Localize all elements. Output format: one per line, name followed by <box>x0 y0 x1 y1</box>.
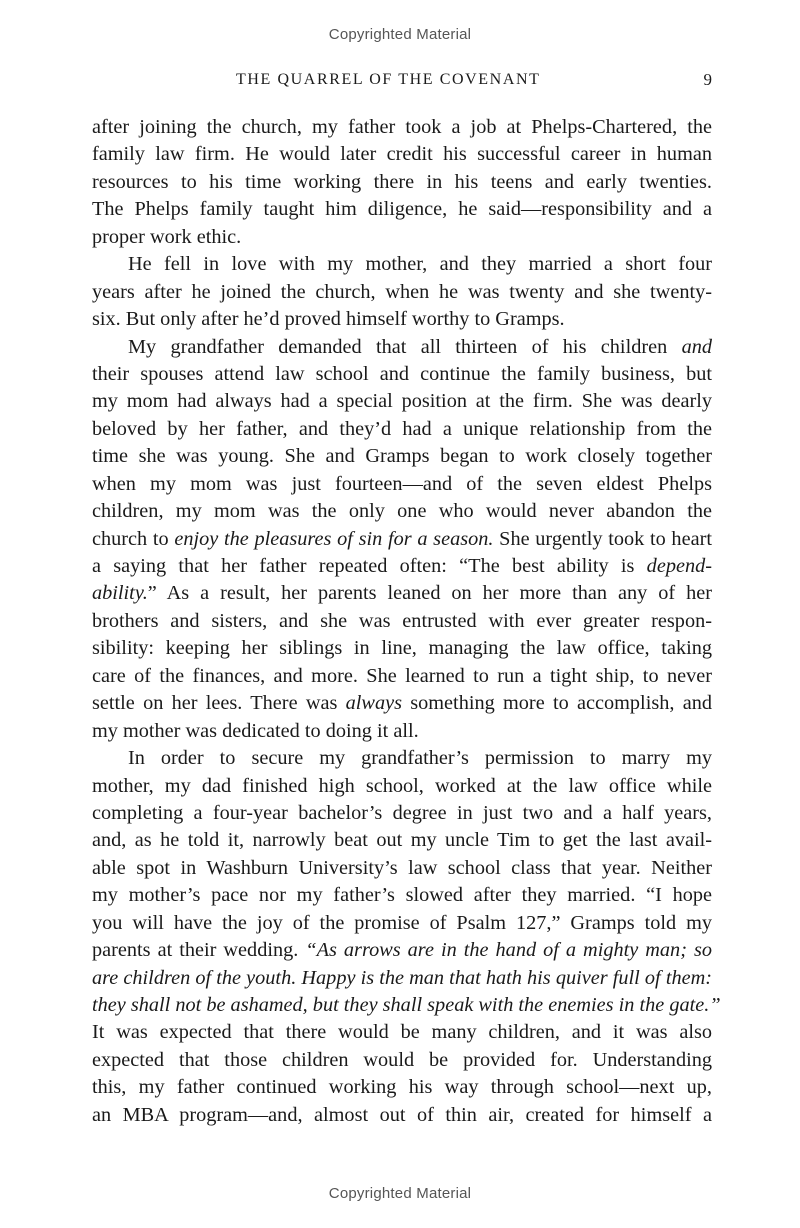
text-line: you will have the joy of the promise of Psalm 127,” Gramps told my <box>92 911 712 934</box>
text-line <box>92 992 721 1019</box>
text-line: In order to secure my grandfather’s permission to marry my <box>128 747 712 770</box>
text-line: He fell in love with my mother, and they married a short four <box>128 253 712 276</box>
text-line: an MBA program—and, almost out of thin air, created for himself a <box>92 1103 712 1126</box>
text-line: and, as he told it, narrowly beat out my uncle Tim to get the last avail- <box>92 829 712 852</box>
italic-segment: ability. <box>92 582 148 605</box>
text-segment: settle on her lees. There was <box>92 692 346 715</box>
italic-segment: are children of the youth. Happy is the man that hath his quiver full of them: <box>92 966 712 989</box>
text-line <box>92 334 712 361</box>
text-line: The Phelps family taught him diligence, he said—responsibility and a <box>92 198 712 221</box>
text-line: able spot in Washburn University’s law school class that year. Neither <box>92 856 712 879</box>
text-line <box>92 690 712 717</box>
page-number: 9 <box>703 70 712 89</box>
text-segment: My grandfather demanded that all thirteen of his children <box>128 335 682 358</box>
text-line <box>92 937 712 964</box>
text-segment: a saying that her father repeated often: “The best ability is <box>92 555 647 577</box>
text-segment: something more to accomplish, and <box>401 692 712 715</box>
text-line: family law firm. He would later credit his successful career in human <box>92 143 712 166</box>
text-line <box>92 580 712 607</box>
text-line: their spouses attend law school and continue the family business, but <box>92 362 712 385</box>
italic-segment: they shall not be ashamed, but they shall speak with the enemies in the gate.” <box>92 994 721 1016</box>
text-line <box>92 553 712 580</box>
text-line: sibility: keeping her siblings in line, managing the law office, taking <box>92 637 712 660</box>
text-line: resources to his time working there in his teens and early twenties. <box>92 170 712 193</box>
text-line: care of the finances, and more. She learned to run a tight ship, to never <box>92 664 712 687</box>
text-line: my mom had always had a special position at the firm. She was dearly <box>92 390 712 413</box>
text-segment: ” As a result, her parents leaned on her more than any of her <box>147 582 712 605</box>
text-line: six. But only after he’d proved himself worthy to Gramps. <box>92 308 565 331</box>
italic-segment: “As arrows are in the hand of a mighty man; so <box>305 939 712 962</box>
text-line: my mother’s pace nor my father’s slowed after they married. “I hope <box>92 884 712 907</box>
copyright-watermark-top: Copyrighted Material <box>328 26 472 43</box>
text-line: beloved by her father, and they’d had a unique relationship from the <box>92 417 712 440</box>
italic-segment: enjoy the pleasures of sin for a season. <box>174 527 494 550</box>
text-line: years after he joined the church, when he was twenty and she twenty- <box>92 280 712 303</box>
text-segment: parents at their wedding. <box>92 939 306 962</box>
text-line: expected that those children would be provided for. Understanding <box>92 1048 712 1071</box>
text-line: brothers and sisters, and she was entrusted with ever greater respon- <box>92 609 712 632</box>
text-line: children, my mom was the only one who would never abandon the <box>92 500 712 523</box>
text-segment: church to <box>92 527 175 550</box>
text-line: this, my father continued working his way through school—next up, <box>92 1076 712 1099</box>
text-line <box>92 526 712 553</box>
text-line: completing a four-year bachelor’s degree in just two and a half years, <box>92 801 712 824</box>
text-line: proper work ethic. <box>92 225 242 248</box>
text-line <box>92 965 712 992</box>
body-text <box>92 114 721 1129</box>
text-line: mother, my dad finished high school, worked at the law office while <box>92 774 712 797</box>
text-segment: She urgently took to heart <box>493 527 712 550</box>
text-line: when my mom was just fourteen—and of the seven eldest Phelps <box>92 472 712 495</box>
italic-segment: and <box>681 335 712 358</box>
text-line: after joining the church, my father took a job at Phelps-Chartered, the <box>92 116 712 138</box>
text-line: my mother was dedicated to doing it all. <box>92 719 419 742</box>
text-line: It was expected that there would be many children, and it was also <box>92 1021 712 1044</box>
running-head: THE QUARREL OF THE COVENANT <box>236 71 541 88</box>
copyright-watermark-bottom: Copyrighted Material <box>328 1185 472 1202</box>
italic-segment: always <box>345 692 402 715</box>
italic-segment: depend- <box>646 555 712 577</box>
text-line: time she was young. She and Gramps began to work closely together <box>92 445 712 468</box>
